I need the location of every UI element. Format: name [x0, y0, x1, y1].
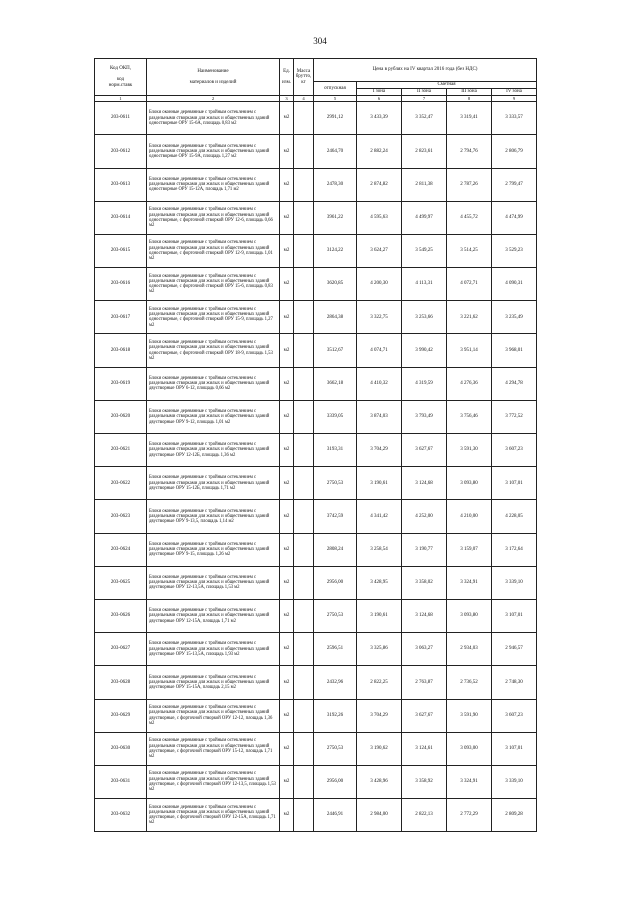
- row-zone4-price: 3 107,01: [492, 599, 537, 632]
- row-code: 203-0624: [95, 533, 147, 566]
- row-zone1-price: 3 190,61: [357, 467, 402, 500]
- row-mass: [294, 699, 314, 732]
- row-mass: [294, 765, 314, 798]
- row-zone4-price: 2 799,47: [492, 168, 537, 201]
- row-wholesale-price: 3742,59: [314, 500, 357, 533]
- row-code: 203-0621: [95, 434, 147, 467]
- header-estimate: Сметная: [357, 82, 537, 89]
- row-wholesale-price: 3961,22: [314, 201, 357, 234]
- row-code: 203-0627: [95, 633, 147, 666]
- row-zone4-price: 3 107,01: [492, 732, 537, 765]
- column-number: 1: [95, 96, 147, 102]
- row-zone4-price: 3 529,23: [492, 234, 537, 267]
- row-zone3-price: 2 794,76: [447, 135, 492, 168]
- row-unit: м2: [280, 732, 294, 765]
- row-zone4-price: 4 294,78: [492, 367, 537, 400]
- row-name: Блоки оконные деревянные с тройным остеклением с раздельными створками для жилых и общественных зданий двустворные ОРУ 9-15, площадь 1,26 м2: [147, 533, 280, 566]
- row-name: Блоки оконные деревянные с тройным остеклением с раздельными створками для жилых и общественных зданий одностворные, с форточной створкой ОРУ 12-6, площадь 0,66 м2: [147, 201, 280, 234]
- row-zone1-price: 3 258,54: [357, 533, 402, 566]
- row-zone3-price: 2 736,52: [447, 666, 492, 699]
- row-unit: м2: [280, 434, 294, 467]
- row-zone3-price: 2 772,29: [447, 799, 492, 832]
- row-wholesale-price: 2750,53: [314, 467, 357, 500]
- row-code: 203-0630: [95, 732, 147, 765]
- row-zone2-price: 2 822,13: [402, 799, 447, 832]
- row-mass: [294, 666, 314, 699]
- row-unit: м2: [280, 268, 294, 301]
- row-zone4-price: 3 172,64: [492, 533, 537, 566]
- row-zone3-price: 3 324,91: [447, 566, 492, 599]
- row-wholesale-price: 3193,31: [314, 434, 357, 467]
- table-row: [95, 367, 537, 400]
- row-zone1-price: 3 428,95: [357, 566, 402, 599]
- row-zone1-price: 3 325,86: [357, 633, 402, 666]
- row-mass: [294, 633, 314, 666]
- row-zone3-price: 4 210,00: [447, 500, 492, 533]
- row-wholesale-price: 3620,85: [314, 268, 357, 301]
- table-row: [95, 765, 537, 798]
- table-row: [95, 799, 537, 832]
- row-zone1-price: 2 874,82: [357, 168, 402, 201]
- row-zone1-price: 2 984,00: [357, 799, 402, 832]
- row-zone1-price: 3 190,61: [357, 599, 402, 632]
- row-code: 203-0612: [95, 135, 147, 168]
- table-row: [95, 234, 537, 267]
- row-wholesale-price: 2750,53: [314, 732, 357, 765]
- row-unit: м2: [280, 765, 294, 798]
- column-number: 9: [492, 96, 537, 102]
- row-zone2-price: 4 319,59: [402, 367, 447, 400]
- row-zone2-price: 3 190,77: [402, 533, 447, 566]
- row-wholesale-price: 2596,51: [314, 633, 357, 666]
- header-zone-3: III зона: [447, 89, 492, 96]
- table-row: [95, 334, 537, 367]
- row-zone2-price: 2 823,61: [402, 135, 447, 168]
- row-mass: [294, 234, 314, 267]
- row-zone2-price: 3 124,61: [402, 732, 447, 765]
- row-zone2-price: 3 352,47: [402, 102, 447, 135]
- row-zone2-price: 3 358,92: [402, 765, 447, 798]
- row-code: 203-0628: [95, 666, 147, 699]
- row-zone3-price: 3 591,90: [447, 699, 492, 732]
- row-zone4-price: 2 806,79: [492, 135, 537, 168]
- row-zone4-price: 3 607,23: [492, 434, 537, 467]
- table-row: [95, 599, 537, 632]
- price-table: [94, 58, 537, 832]
- row-name: Блоки оконные деревянные с тройным остеклением с раздельными створками для жилых и общественных зданий двустворные ОРУ 12-15А, площадь 1,71 м2: [147, 599, 280, 632]
- row-name: Блоки оконные деревянные с тройным остеклением с раздельными створками для жилых и общественных зданий двустворные ОРУ 6-12, площадь 0,66 м2: [147, 367, 280, 400]
- row-name: Блоки оконные деревянные с тройным остеклением с раздельными створками для жилых и общественных зданий одностворные ОРУ 15-12А, площадь 1,71 м2: [147, 168, 280, 201]
- row-zone1-price: 2 882,24: [357, 135, 402, 168]
- row-code: 203-0618: [95, 334, 147, 367]
- row-mass: [294, 367, 314, 400]
- row-name: Блоки оконные деревянные с тройным остеклением с раздельными створками для жилых и общественных зданий одностворные, с форточной створкой ОРУ 18-9, площадь 1,53 м2: [147, 334, 280, 367]
- row-unit: м2: [280, 799, 294, 832]
- row-mass: [294, 168, 314, 201]
- row-wholesale-price: 2808,24: [314, 533, 357, 566]
- row-zone4-price: 3 235,49: [492, 301, 537, 334]
- row-unit: м2: [280, 367, 294, 400]
- row-unit: м2: [280, 599, 294, 632]
- row-zone2-price: 2 811,38: [402, 168, 447, 201]
- row-mass: [294, 301, 314, 334]
- row-name: Блоки оконные деревянные с тройным остеклением с раздельными створками для жилых и общественных зданий двустворные, с форточной створкой ОРУ 15-12, площадь 1,71 м2: [147, 732, 280, 765]
- page-number: 304: [313, 36, 327, 46]
- column-number: 8: [447, 96, 492, 102]
- header-mass: Масса брутто, кг: [294, 59, 314, 96]
- row-zone4-price: 3 333,57: [492, 102, 537, 135]
- row-zone3-price: 3 093,80: [447, 599, 492, 632]
- row-unit: м2: [280, 135, 294, 168]
- row-mass: [294, 434, 314, 467]
- row-zone1-price: 3 433,39: [357, 102, 402, 135]
- table-row: [95, 533, 537, 566]
- row-zone4-price: 2 748,30: [492, 666, 537, 699]
- row-zone3-price: 2 934,03: [447, 633, 492, 666]
- row-zone2-price: 4 113,31: [402, 268, 447, 301]
- row-zone4-price: 4 228,05: [492, 500, 537, 533]
- row-code: 203-0620: [95, 400, 147, 433]
- row-wholesale-price: 2446,91: [314, 799, 357, 832]
- row-zone2-price: 3 063,27: [402, 633, 447, 666]
- row-wholesale-price: 3339,05: [314, 400, 357, 433]
- row-name: Блоки оконные деревянные с тройным остеклением с раздельными створками для жилых и общественных зданий двустворные, с форточной створкой ОРУ 12-12, площадь 1,36 м2: [147, 699, 280, 732]
- row-zone4-price: 3 107,01: [492, 467, 537, 500]
- row-zone3-price: 4 455,72: [447, 201, 492, 234]
- row-code: 203-0616: [95, 268, 147, 301]
- row-mass: [294, 533, 314, 566]
- row-wholesale-price: 2991,12: [314, 102, 357, 135]
- row-zone1-price: 2 822,25: [357, 666, 402, 699]
- row-code: 203-0613: [95, 168, 147, 201]
- row-mass: [294, 135, 314, 168]
- row-zone2-price: 3 990,42: [402, 334, 447, 367]
- row-mass: [294, 500, 314, 533]
- row-zone3-price: 3 756,46: [447, 400, 492, 433]
- row-zone2-price: 3 253,66: [402, 301, 447, 334]
- row-wholesale-price: 2956,00: [314, 765, 357, 798]
- row-name: Блоки оконные деревянные с тройным остеклением с раздельными створками для жилых и общественных зданий двустворные, с форточной створкой ОРУ 12-13,5, площадь 1,53 м2: [147, 765, 280, 798]
- header-zone-2: II зона: [402, 89, 447, 96]
- table-row: [95, 500, 537, 533]
- row-name: Блоки оконные деревянные с тройным остеклением с раздельными створками для жилых и общественных зданий двустворные ОРУ 15-12Б, площадь 1,71 м2: [147, 467, 280, 500]
- table-row: [95, 566, 537, 599]
- row-mass: [294, 467, 314, 500]
- row-mass: [294, 201, 314, 234]
- row-zone2-price: 3 627,67: [402, 434, 447, 467]
- row-zone1-price: 4 410,32: [357, 367, 402, 400]
- row-code: 203-0626: [95, 599, 147, 632]
- row-zone2-price: 3 549,25: [402, 234, 447, 267]
- row-code: 203-0619: [95, 367, 147, 400]
- row-mass: [294, 732, 314, 765]
- column-number: 5: [314, 96, 357, 102]
- row-mass: [294, 799, 314, 832]
- row-name: Блоки оконные деревянные с тройным остеклением с раздельными створками для жилых и общественных зданий двустворные, с форточной створкой ОРУ 12-15А, площадь 1,71 м2: [147, 799, 280, 832]
- row-mass: [294, 566, 314, 599]
- row-code: 203-0632: [95, 799, 147, 832]
- row-unit: м2: [280, 168, 294, 201]
- row-zone1-price: 3 624,27: [357, 234, 402, 267]
- column-number: 2: [147, 96, 280, 102]
- row-name: Блоки оконные деревянные с тройным остеклением с раздельными створками для жилых и общественных зданий двустворные ОРУ 9-13,5, площадь 1,14 м2: [147, 500, 280, 533]
- row-name: Блоки оконные деревянные с тройным остеклением с раздельными створками для жилых и общественных зданий одностворные ОРУ 15-6А, площадь 0,83 м2: [147, 102, 280, 135]
- row-zone3-price: 3 093,00: [447, 732, 492, 765]
- row-unit: м2: [280, 533, 294, 566]
- row-unit: м2: [280, 102, 294, 135]
- row-zone4-price: 3 968,01: [492, 334, 537, 367]
- row-zone1-price: 3 704,29: [357, 699, 402, 732]
- table-row: [95, 301, 537, 334]
- row-name: Блоки оконные деревянные с тройным остеклением с раздельными створками для жилых и общественных зданий двустворные ОРУ 15-13,5А, площадь 1,93 м2: [147, 633, 280, 666]
- row-zone2-price: 4 499,97: [402, 201, 447, 234]
- row-zone3-price: 3 591,30: [447, 434, 492, 467]
- row-zone3-price: 3 951,14: [447, 334, 492, 367]
- table-row: [95, 633, 537, 666]
- row-unit: м2: [280, 699, 294, 732]
- row-unit: м2: [280, 666, 294, 699]
- column-number: 7: [402, 96, 447, 102]
- table-row: [95, 268, 537, 301]
- column-number: 3: [280, 96, 294, 102]
- row-unit: м2: [280, 633, 294, 666]
- table-row: [95, 102, 537, 135]
- row-code: 203-0623: [95, 500, 147, 533]
- row-wholesale-price: 2478,30: [314, 168, 357, 201]
- row-name: Блоки оконные деревянные с тройным остеклением с раздельными створками для жилых и общественных зданий одностворные, с форточной створкой ОРУ 15-9, площадь 1,27 м2: [147, 301, 280, 334]
- column-number: 4: [294, 96, 314, 102]
- row-zone4-price: 3 339,10: [492, 765, 537, 798]
- header-price-group: Цена в рублях на IV квартал 2016 года (без НДС): [314, 59, 537, 82]
- row-zone4-price: 4 474,99: [492, 201, 537, 234]
- row-zone1-price: 3 704,29: [357, 434, 402, 467]
- row-name: Блоки оконные деревянные с тройным остеклением с раздельными створками для жилых и общественных зданий одностворные, с форточной створкой ОРУ 15-6, площадь 0,83 м2: [147, 268, 280, 301]
- row-zone1-price: 4 341,42: [357, 500, 402, 533]
- row-mass: [294, 599, 314, 632]
- table-row: [95, 666, 537, 699]
- row-wholesale-price: 3192,26: [314, 699, 357, 732]
- row-zone4-price: 3 772,52: [492, 400, 537, 433]
- row-name: Блоки оконные деревянные с тройным остеклением с раздельными створками для жилых и общественных зданий двустворные ОРУ 15-15А, площадь 2,15 м2: [147, 666, 280, 699]
- row-zone2-price: 3 124,68: [402, 467, 447, 500]
- row-zone1-price: 3 428,96: [357, 765, 402, 798]
- row-mass: [294, 268, 314, 301]
- row-name: Блоки оконные деревянные с тройным остеклением с раздельными створками для жилых и общественных зданий двустворные ОРУ 12-13,5А, площадь 1,53 м2: [147, 566, 280, 599]
- row-code: 203-0615: [95, 234, 147, 267]
- row-zone1-price: 4 074,71: [357, 334, 402, 367]
- header-zone-4: IV зона: [492, 89, 537, 96]
- row-zone3-price: 3 093,80: [447, 467, 492, 500]
- row-mass: [294, 102, 314, 135]
- table-row: [95, 732, 537, 765]
- row-zone2-price: 3 124,68: [402, 599, 447, 632]
- row-code: 203-0611: [95, 102, 147, 135]
- row-unit: м2: [280, 400, 294, 433]
- header-zone-1: I зона: [357, 89, 402, 96]
- row-zone1-price: 4 595,63: [357, 201, 402, 234]
- row-unit: м2: [280, 467, 294, 500]
- table-row: [95, 201, 537, 234]
- row-mass: [294, 334, 314, 367]
- row-zone4-price: 2 809,28: [492, 799, 537, 832]
- row-code: 203-0614: [95, 201, 147, 234]
- row-code: 203-0629: [95, 699, 147, 732]
- row-zone4-price: 4 090,31: [492, 268, 537, 301]
- row-wholesale-price: 3512,67: [314, 334, 357, 367]
- header-wholesale: отпускная: [314, 82, 357, 96]
- row-zone3-price: 3 221,62: [447, 301, 492, 334]
- row-wholesale-price: 3662,18: [314, 367, 357, 400]
- row-zone2-price: 2 763,87: [402, 666, 447, 699]
- row-unit: м2: [280, 334, 294, 367]
- table-row: [95, 168, 537, 201]
- row-zone2-price: 4 252,00: [402, 500, 447, 533]
- row-unit: м2: [280, 566, 294, 599]
- row-zone1-price: 4 200,30: [357, 268, 402, 301]
- header-code: Код ОКП, код норм.ставк: [95, 59, 147, 96]
- table-row: [95, 434, 537, 467]
- row-wholesale-price: 2464,70: [314, 135, 357, 168]
- row-zone2-price: 3 793,49: [402, 400, 447, 433]
- row-name: Блоки оконные деревянные с тройным остеклением с раздельными створками для жилых и общественных зданий двустворные ОРУ 12-12Б, площадь 1,36 м2: [147, 434, 280, 467]
- row-zone3-price: 3 159,07: [447, 533, 492, 566]
- row-zone3-price: 3 514,25: [447, 234, 492, 267]
- row-zone3-price: 4 072,71: [447, 268, 492, 301]
- row-name: Блоки оконные деревянные с тройным остеклением с раздельными створками для жилых и общественных зданий двустворные ОРУ 9-12, площадь 1,01 м2: [147, 400, 280, 433]
- row-zone1-price: 3 322,75: [357, 301, 402, 334]
- table-row: [95, 699, 537, 732]
- row-wholesale-price: 2956,00: [314, 566, 357, 599]
- header-unit: Ед. изм.: [280, 59, 294, 96]
- row-zone4-price: 3 339,10: [492, 566, 537, 599]
- row-wholesale-price: 2432,96: [314, 666, 357, 699]
- table-row: [95, 467, 537, 500]
- row-unit: м2: [280, 201, 294, 234]
- row-zone3-price: 4 276,36: [447, 367, 492, 400]
- row-code: 203-0622: [95, 467, 147, 500]
- row-name: Блоки оконные деревянные с тройным остеклением с раздельными створками для жилых и общественных зданий одностворные, с форточной створкой ОРУ 12-9, площадь 1,01 м2: [147, 234, 280, 267]
- header-name: Наименование материалов и изделий: [147, 59, 280, 96]
- row-wholesale-price: 2864,38: [314, 301, 357, 334]
- row-unit: м2: [280, 500, 294, 533]
- row-zone3-price: 3 319,41: [447, 102, 492, 135]
- row-mass: [294, 400, 314, 433]
- row-code: 203-0617: [95, 301, 147, 334]
- row-zone2-price: 3 358,02: [402, 566, 447, 599]
- row-code: 203-0631: [95, 765, 147, 798]
- row-code: 203-0625: [95, 566, 147, 599]
- row-unit: м2: [280, 234, 294, 267]
- table-row: [95, 135, 537, 168]
- row-wholesale-price: 2750,53: [314, 599, 357, 632]
- row-wholesale-price: 3124,22: [314, 234, 357, 267]
- row-zone1-price: 3 874,03: [357, 400, 402, 433]
- row-zone2-price: 3 627,67: [402, 699, 447, 732]
- row-zone4-price: 3 607,23: [492, 699, 537, 732]
- row-name: Блоки оконные деревянные с тройным остеклением с раздельными створками для жилых и общественных зданий одностворные ОРУ 15-9А, площадь 1,27 м2: [147, 135, 280, 168]
- row-unit: м2: [280, 301, 294, 334]
- column-number: 6: [357, 96, 402, 102]
- row-zone3-price: 3 324,91: [447, 765, 492, 798]
- row-zone4-price: 2 946,57: [492, 633, 537, 666]
- row-zone1-price: 3 190,62: [357, 732, 402, 765]
- table-row: [95, 400, 537, 433]
- row-zone3-price: 2 787,26: [447, 168, 492, 201]
